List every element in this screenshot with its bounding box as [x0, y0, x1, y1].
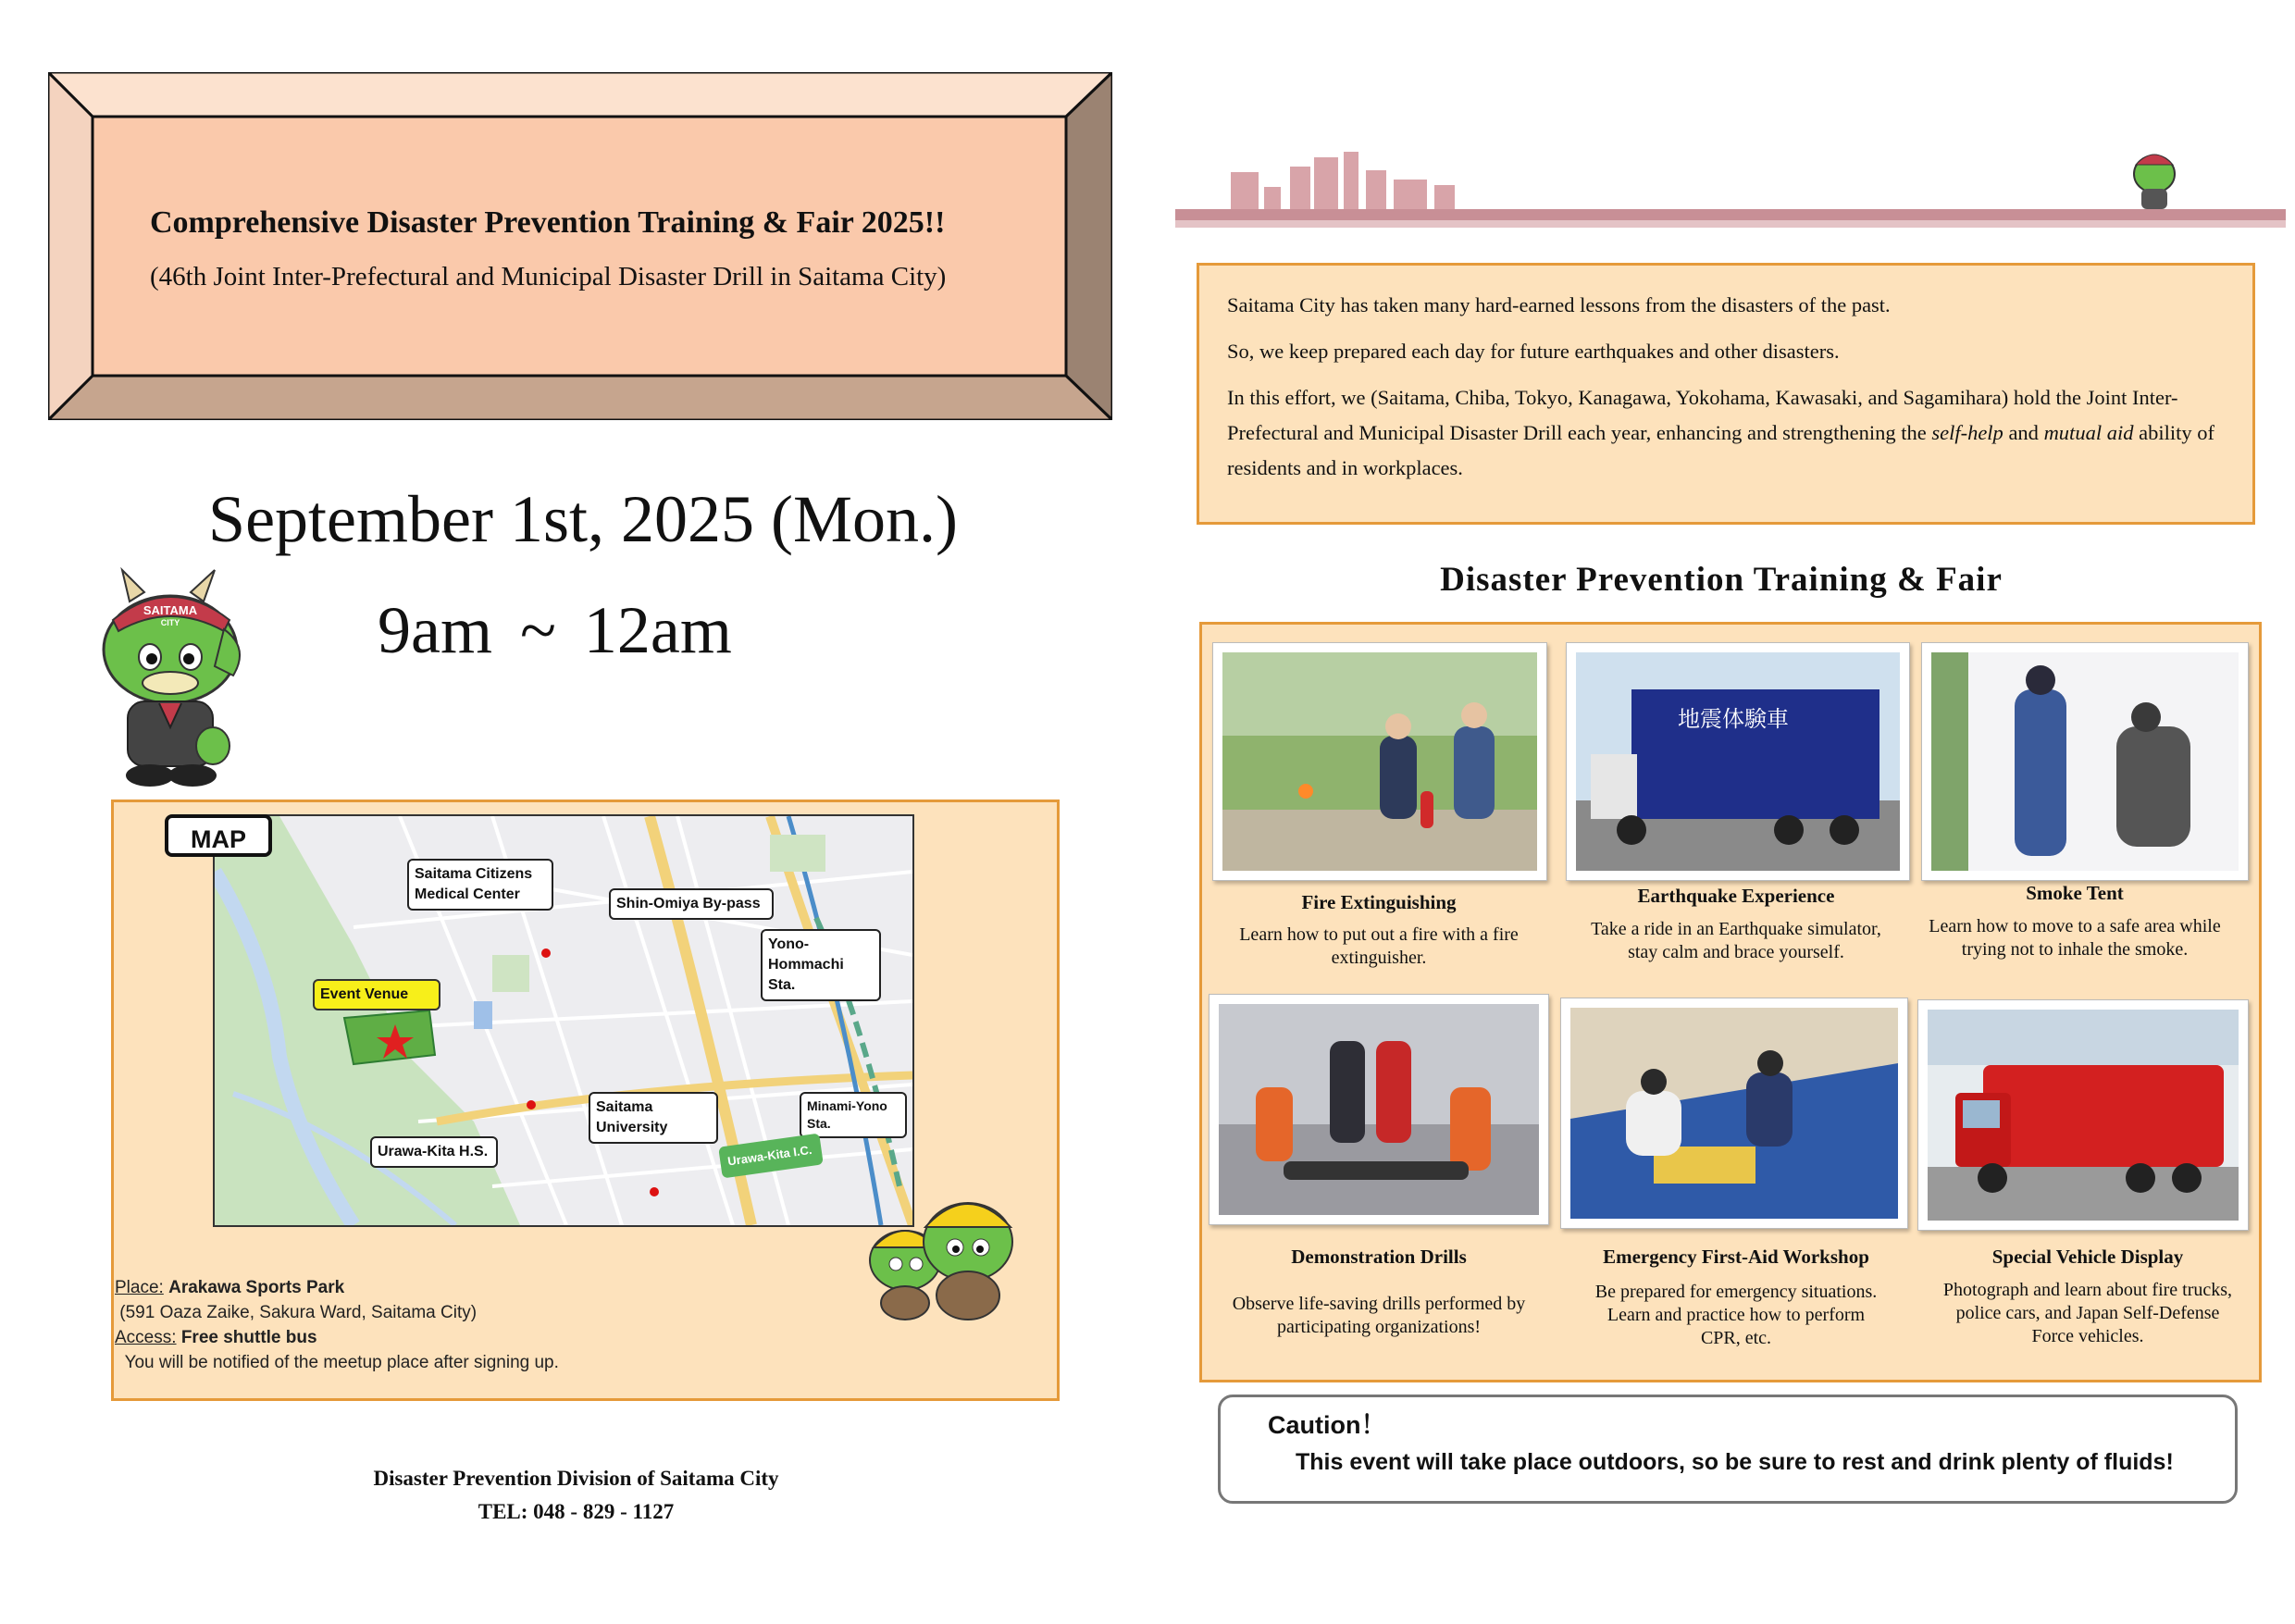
- map-label-event-venue: Event Venue: [313, 979, 440, 1010]
- place-name: Arakawa Sports Park: [168, 1278, 345, 1297]
- map-label-medical-center: Saitama Citizens Medical Center: [407, 859, 553, 911]
- mascot-cap-text-2: CITY: [160, 618, 180, 627]
- map-label-yono-hommachi: Yono-Hommachi Sta.: [761, 929, 881, 1001]
- intro-text-b: and: [2003, 421, 2044, 444]
- truck-sign-text: 地震体験車: [1678, 706, 1789, 732]
- map-label-minami-yono: Minami-Yono Sta.: [800, 1092, 907, 1138]
- caution-label: Caution！: [1268, 1411, 1386, 1439]
- map-label-saitama-university: Saitama University: [589, 1092, 718, 1144]
- page-title: Comprehensive Disaster Prevention Training & Fair 2025!!: [150, 205, 946, 240]
- skyline-banner: [1175, 139, 2286, 231]
- intro-line-2: So, we keep prepared each day for future earthquakes and other disasters.: [1227, 340, 1840, 363]
- activity-title-special-vehicle-display: Special Vehicle Display: [1991, 1246, 2184, 1268]
- activity-title-earthquake-experience: Earthquake Experience: [1637, 885, 1835, 907]
- activity-title-smoke-tent: Smoke Tent: [2026, 882, 2124, 904]
- caution-text: This event will take place outdoors, so be sure to rest and drink plenty of fluids!: [1296, 1449, 2174, 1475]
- access-label: Access:: [115, 1328, 177, 1347]
- activity-desc-earthquake-experience: Take a ride in an Earthquake simulator, stay calm and brace yourself.: [1591, 919, 1881, 962]
- intro-emphasis-self-help: self-help: [1931, 421, 2003, 444]
- map-tag: MAP: [165, 814, 272, 857]
- helmet-mascots-illustration: [859, 1186, 1025, 1325]
- place-address: (591 Oaza Zaike, Sakura Ward, Saitama City): [119, 1303, 478, 1322]
- intro-paragraph: [1227, 380, 2227, 486]
- section-title: Disaster Prevention Training & Fair: [1440, 561, 2003, 599]
- activity-desc-fire-extinguishing: Learn how to put out a fire with a fire extinguisher.: [1239, 924, 1519, 968]
- intro-emphasis-mutual-aid: mutual aid: [2043, 421, 2134, 444]
- access-value: Free shuttle bus: [180, 1328, 317, 1347]
- saluting-mascot-illustration: [85, 564, 256, 791]
- activity-title-demonstration-drills: Demonstration Drills: [1291, 1246, 1467, 1268]
- photo-smoke-tent: [1921, 642, 2249, 881]
- activity-desc-smoke-tent: Learn how to move to a safe area while trying not to inhale the smoke.: [1929, 916, 2221, 960]
- photo-fire-extinguishing: [1212, 642, 1547, 881]
- activity-desc-special-vehicle-display: Photograph and learn about fire trucks, police cars, and Japan Self-Defense Force vehicles.: [1942, 1280, 2233, 1346]
- map-label-bypass: Shin-Omiya By-pass: [609, 888, 774, 920]
- mascot-cap-text: SAITAMA: [143, 603, 198, 617]
- photo-first-aid-workshop: [1560, 998, 1908, 1229]
- activity-title-first-aid-workshop: Emergency First-Aid Workshop: [1603, 1246, 1869, 1268]
- photo-special-vehicle-display: [1917, 999, 2249, 1231]
- map-label-urawa-kita-ic: Urawa-Kita I.C.: [718, 1134, 824, 1179]
- map-label-urawa-kita-hs: Urawa-Kita H.S.: [370, 1136, 498, 1168]
- activity-desc-first-aid-workshop: Be prepared for emergency situations. Learn and practice how to perform CPR, etc.: [1594, 1282, 1878, 1348]
- small-mascot-icon: [2134, 155, 2175, 209]
- intro-text-a: In this effort, we (Saitama, Chiba, Tokyo, Kanagawa, Yokohama, Kawasaki, and Sagamihara) hold the Joint Inter-Prefectural and Municipal Disaster Drill each year, enhancing and strengthening the: [1227, 386, 2178, 444]
- photo-demonstration-drills: [1209, 994, 1549, 1225]
- intro-line-1: Saitama City has taken many hard-earned lessons from the disasters of the past.: [1227, 293, 1891, 316]
- meetup-note: You will be notified of the meetup place after signing up.: [124, 1353, 559, 1372]
- page-subtitle: (46th Joint Inter-Prefectural and Municipal Disaster Drill in Saitama City): [150, 262, 947, 291]
- title-frame: [48, 72, 1112, 420]
- place-label: Place:: [115, 1278, 164, 1297]
- organizer-name: Disaster Prevention Division of Saitama City: [373, 1467, 779, 1490]
- photo-earthquake-experience: [1566, 642, 1910, 881]
- activity-title-fire-extinguishing: Fire Extinguishing: [1301, 891, 1457, 913]
- organizer-tel: TEL: 048 - 829 - 1127: [478, 1500, 675, 1523]
- intro-text-c: ability of residents and in workplaces.: [1227, 421, 2214, 479]
- event-time: 9am ~ 12am: [378, 593, 732, 667]
- venue-info: [115, 1275, 559, 1375]
- event-date: September 1st, 2025 (Mon.): [208, 482, 958, 556]
- activity-desc-demonstration-drills: Observe life-saving drills performed by participating organizations!: [1232, 1294, 1526, 1337]
